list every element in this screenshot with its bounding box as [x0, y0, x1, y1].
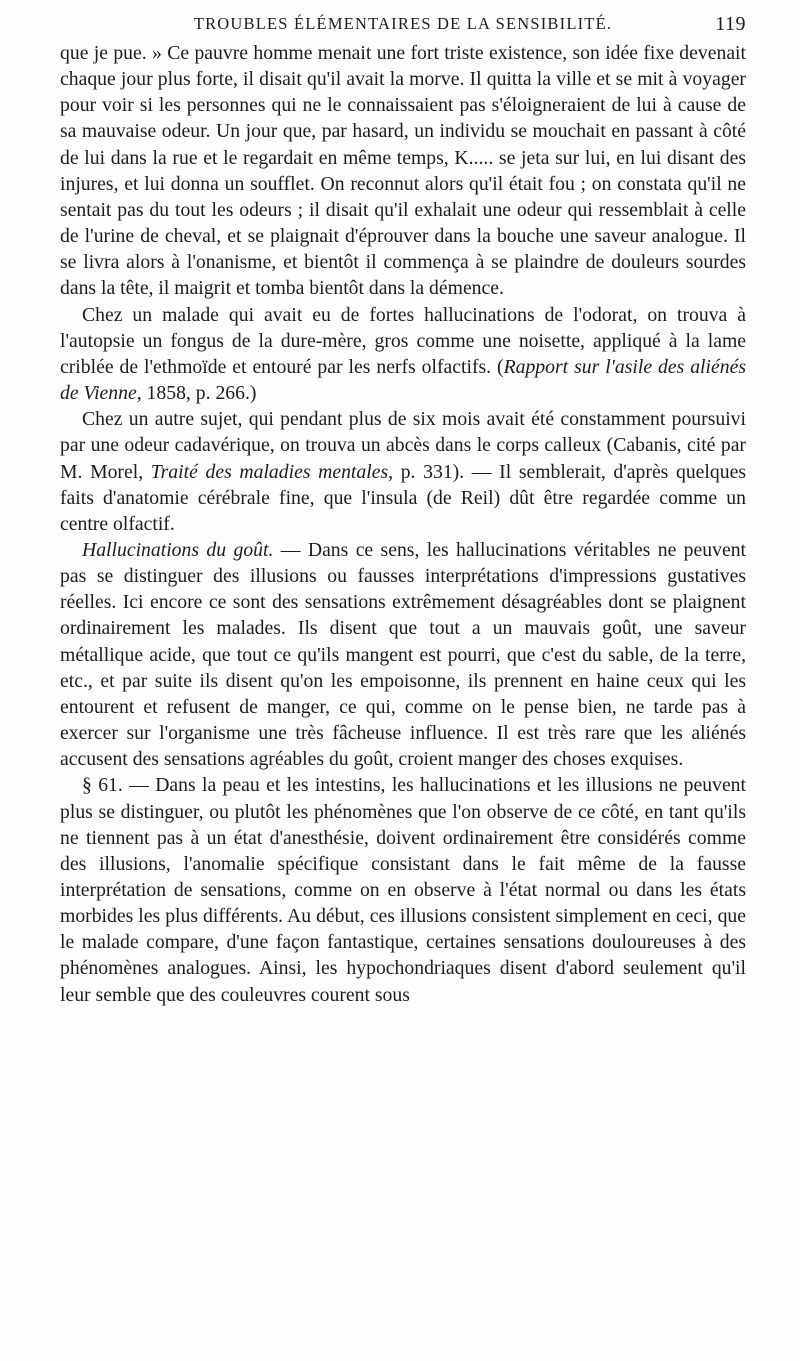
- page-number: 119: [715, 13, 746, 35]
- paragraph-2-reference-title: Rapport sur l'asile des aliénés de Vienne: [60, 355, 746, 405]
- paragraph-3-reference-tail: , p. 331). — Il semblerait, d'après quelques faits d'anatomie cérébrale fine, que l'insula (de Reil) dût être regardée comme un centre olfactif.: [60, 460, 746, 535]
- running-head: [60, 14, 746, 40]
- paragraph-3: [60, 406, 746, 537]
- paragraph-2-reference-tail: , 1858, p. 266.): [136, 382, 257, 405]
- paragraph-5-text: § 61. — Dans la peau et les intestins, les hallucinations et les illusions ne peuvent plus se distinguer, ou plutôt les phénomènes que l'on observe de ce côté, en tant qu'ils ne tiennent pas à un état d'anesthésie, doivent ordinairement être considérés comme des illusions, l'anomalie spécifique consistant dans le fait même de la fausse interprétation de sensations, comme on en observe à l'état normal ou dans les états morbides les plus différents. Au début, ces illusions consistent simplement en ceci, que le malade compare, d'une façon fantastique, certaines sensations douloureuses à des phénomènes analogues. Ainsi, les hypochondriaques disent d'abord seulement qu'il leur semble que des couleuvres courent sous: [60, 774, 746, 1006]
- paragraph-3-text: Chez un autre sujet, qui pendant plus de six mois avait été constamment poursuivi par une odeur cadavérique, on trouva un abcès dans le corps calleux (Cabanis, cité par M. Morel,: [60, 408, 746, 483]
- running-title: TROUBLES ÉLÉMENTAIRES DE LA SENSIBILITÉ.: [193, 14, 613, 33]
- paragraph-4-text: — Dans ce sens, les hallucinations véritables ne peuvent pas se distinguer des illusions ou fausses interprétations d'impressions gustatives réelles. Ici encore ce sont des sensations extrêmement désagréables dont se plaignent ordinairement les malades. Ils disent que tout a un mauvais goût, une saveur métallique acide, que tout ce qu'ils mangent est pourri, que c'est du sable, de la terre, etc., et par suite ils disent qu'on les empoisonne, ils prennent en haine ceux qui les entourent et refusent de manger, ce qui, comme on le pense bien, ne tarde pas à exercer sur l'organisme une très fâcheuse influence. Il est très rare que les aliénés accusent des sensations agréables du goût, croient manger des choses exquises.: [60, 538, 747, 771]
- section-heading-taste: Hallucinations du goût.: [82, 538, 274, 561]
- paragraph-3-reference-title: Traité des maladies mentales: [150, 460, 389, 483]
- body-text: [60, 40, 746, 1008]
- paragraph-5: [60, 772, 746, 1007]
- paragraph-1-text: que je pue. » Ce pauvre homme menait une fort triste existence, son idée fixe devenait chaque jour plus forte, il disait qu'il avait la morve. Il quitta la ville et se mit à voyager pour voir si les personnes qui ne le connaissaient pas s'éloigneraient de lui à cause de sa mauvaise odeur. Un jour que, par hasard, un individu se mouchait en passant à côté de lui dans la rue et le regardait en même temps, K..... se jeta sur lui, en lui disant des injures, et lui donna un soufflet. On reconnut alors qu'il était fou ; on constata qu'il ne sentait pas du tout les odeurs ; il disait qu'il exhalait une odeur qui ressemblait à celle de l'urine de cheval, et se plaignait d'éprouver dans la bouche une saveur analogue. Il se livra alors à l'onanisme, et bientôt il commença à se plaindre de douleurs sourdes dans la tête, il maigrit et tomba bientôt dans la démence.: [60, 42, 746, 300]
- paragraph-1: [60, 40, 746, 302]
- paragraph-2: [60, 302, 746, 407]
- paragraph-4: [60, 537, 746, 772]
- paragraph-2-text: Chez un malade qui avait eu de fortes hallucinations de l'odorat, on trouva à l'autopsie un fongus de la dure-mère, gros comme une noisette, appliqué à la lame criblée de l'ethmoïde et entouré par les nerfs olfactifs. (: [60, 303, 746, 378]
